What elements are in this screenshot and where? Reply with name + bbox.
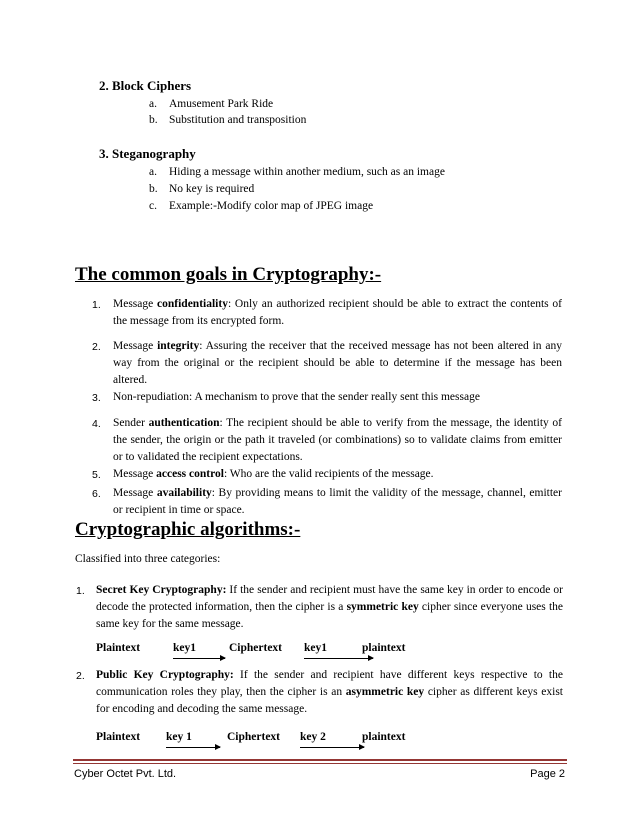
footer-company: Cyber Octet Pvt. Ltd. [74, 768, 177, 780]
flow-key-a-label: key 1 [166, 731, 192, 743]
algorithms-intro: Classified into three categories: [75, 553, 221, 565]
goal-item: 2. Message integrity: Assuring the receiver that the received message has not been altered in any way from the original or the recipient should be able to determine if the message has been altered. [92, 340, 562, 386]
asymmetric-key-flow [96, 731, 426, 749]
algorithm-item-public-key: 2. Public Key Cryptography: If the sender and recipient have different keys respective to the communication roles they play, then the cipher is an asymmetric key cipher as different keys exist for encoding and decoding the same message. [76, 669, 563, 715]
footer-rule [73, 759, 567, 761]
flow-plaintext-label: Plaintext [96, 642, 141, 654]
algorithm-item-secret-key: 1. Secret Key Cryptography: If the sender and recipient must have the same key in order to encode or decode the protected information, then the cipher is a symmetric key cipher since everyone uses the same key for the same message. [76, 584, 563, 630]
flow-output-label: plaintext [362, 731, 406, 743]
flow-arrow-right-icon [173, 658, 225, 659]
flow-arrow-right-icon [300, 747, 364, 748]
flow-plaintext-label: Plaintext [96, 731, 141, 743]
flow-output-label: plaintext [362, 642, 406, 654]
steganography-title: 3. Steganography [99, 146, 196, 161]
goals-heading: The common goals in Cryptography:- [75, 264, 382, 285]
footer-page-number: Page 2 [530, 768, 565, 780]
flow-ciphertext-label: Ciphertext [227, 731, 281, 743]
goal-item: 5. Message access control: Who are the valid recipients of the message. [92, 468, 434, 481]
flow-arrow-right-icon [166, 747, 220, 748]
goal-item: 3. Non-repudiation: A mechanism to prove that the sender really sent this message [92, 391, 480, 404]
block-ciphers-title: 2. Block Ciphers [99, 78, 192, 93]
goal-item: 1. Message confidentiality: Only an authorized recipient should be able to extract the contents of the message from its encrypted form. [92, 298, 562, 327]
block-ciphers-section [99, 78, 499, 94]
flow-key-b-label: key1 [304, 642, 327, 654]
goal-item: 6. Message availability: By providing means to limit the validity of the message, channel, emitter or recipient in time or space. [92, 487, 562, 516]
goal-item: 4. Sender authentication: The recipient should be able to verify from the message, the identity of the sender, the origin or the path it traveled (or combinations) so to validate claims from emitter or to validated the recipient expectations. [92, 417, 562, 463]
footer-rule-thin [73, 763, 567, 764]
algorithms-heading: Cryptographic algorithms:- [75, 519, 301, 540]
flow-key-a-label: key1 [173, 642, 196, 654]
flow-key-b-label: key 2 [300, 731, 326, 743]
flow-arrow-right-icon [304, 658, 373, 659]
symmetric-key-flow [96, 642, 426, 660]
flow-ciphertext-label: Ciphertext [229, 642, 283, 654]
